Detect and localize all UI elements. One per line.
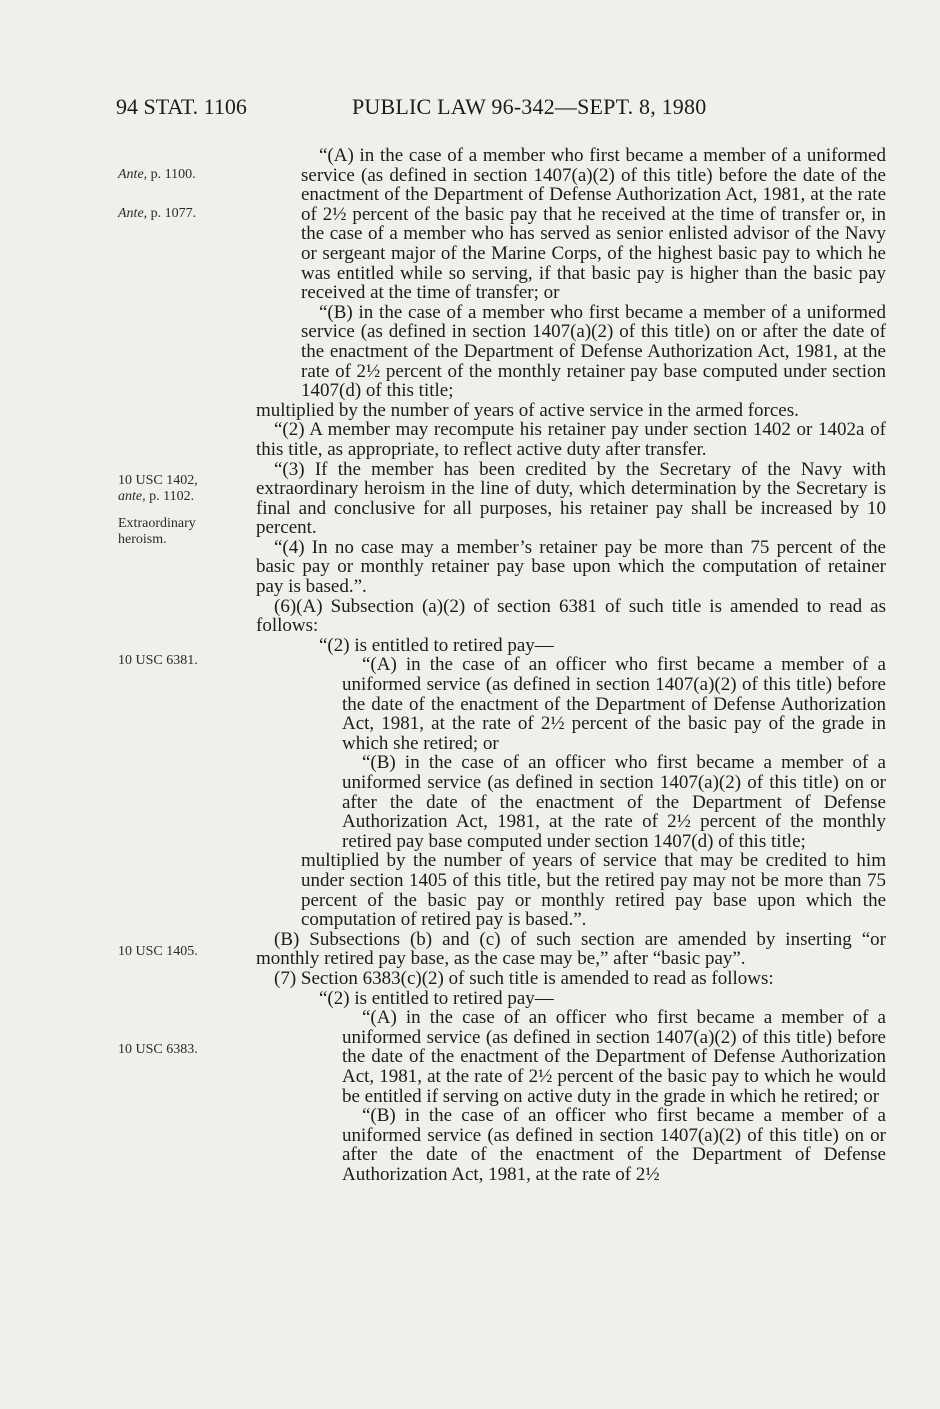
margin-note-ref: Ante, [118,167,148,182]
margin-note-usc-6383: 10 USC 6383. [118,1042,198,1057]
paragraph-a-member: “(A) in the case of a member who first became a member of a uniformed service (as defined in section 1407(a)(2) of this title) before the date of the enactment of the Department of Defense Authorization Act, 1981, at the rate of 2½ percent of the basic pay that he received at the time of transfer or, in the case of a member who has served as senior enlisted advisor of the Navy or sergeant major of the Marine Corps, of the highest basic pay to which he was entitled while so serving, if that basic pay is higher than the basic pay received at the time of transfer; or [301,145,886,304]
page-header [116,94,886,128]
paragraph-b-officer-6381: “(B) in the case of an officer who first became a member of a uniformed service (as defined in section 1407(a)(2) of this title) on or after the date of the enactment of the Department of Defense Authorization Act, 1981, at the rate of 2½ percent of the monthly retired pay base computed under section 1407(d) of this title; [342,752,886,852]
margin-note-usc-6381: 10 USC 6381. [118,653,198,668]
statute-body-text [256,146,886,1184]
paragraph-b-member: “(B) in the case of a member who first became a member of a uniformed service (as defined in section 1407(a)(2) of this title) on or after the date of the enactment of the Department of Defense Authorization Act, 1981, at the rate of 2½ percent of the monthly retainer pay base computed under section 1407(d) of this title; [301,301,886,402]
paragraph-2-entitled: “(2) is entitled to retired pay— [319,634,554,656]
paragraph-a-officer-6383: “(A) in the case of an officer who first became a member of a uniformed service (as defined in section 1407(a)(2) of this title) before the date of the enactment of the Department of Defense Authorization Act, 1981, at the rate of 2½ percent of the basic pay to which he would be entitled if serving on active duty in the grade in which he retired; or [342,1007,886,1107]
paragraph-multiplied-service: multiplied by the number of years of service that may be credited to him under section 1405 of this title, but the retired pay may not be more than 75 percent of the basic pay or monthly retired pay base upon which the computation of retired pay is based.”. [301,850,886,931]
paragraph-a-officer-6381: “(A) in the case of an officer who first became a member of a uniformed service (as defined in section 1407(a)(2) of this title) before the date of the enactment of the Department of Defense Authorization Act, 1981, at the rate of 2½ percent of the basic pay of the grade in which she retired; or [342,654,886,754]
paragraph-2-entitled-6383: “(2) is entitled to retired pay— [319,987,554,1009]
paragraph-6b-subsections: (B) Subsections (b) and (c) of such section are amended by inserting “or monthly retired pay base, as the case may be,” after “basic pay”. [256,928,886,970]
margin-note-extraordinary-heroism: Extraordinary heroism. [118,516,196,547]
margin-note-usc-1405: 10 USC 1405. [118,944,198,959]
paragraph-6a-amendment: (6)(A) Subsection (a)(2) of section 6381 of such title is amended to read as follows: [256,595,886,637]
paragraph-7-section-6383: (7) Section 6383(c)(2) of such title is amended to read as follows: [274,967,774,989]
margin-note-usc-1402: 10 USC 1402, ante, p. 1102. [118,473,198,504]
paragraph-b-officer-6383: “(B) in the case of an officer who first became a member of a uniformed service (as defined in section 1407(a)(2) of this title) on or after the date of the enactment of the Department of Defense Authorization Act, 1981, at the rate of 2½ [342,1105,886,1185]
paragraph-multiplied-active: multiplied by the number of years of active service in the armed forces. [256,399,799,421]
paragraph-4-limit: “(4) In no case may a member’s retainer pay be more than 75 percent of the basic pay or monthly retainer pay base upon which the computation of retainer pay is based.”. [256,536,886,598]
margin-note-ante-1100: Ante, p. 1100. [118,167,196,182]
paragraph-3-heroism: “(3) If the member has been credited by the Secretary of the Navy with extraordinary heroism in the line of duty, which determination by the Secretary is final and conclusive for all purposes, his retainer pay shall be increased by 10 percent. [256,458,886,539]
stat-page-number: 94 STAT. 1106 [116,94,247,119]
paragraph-2-recompute: “(2) A member may recompute his retainer pay under section 1402 or 1402a of this title, as appropriate, to reflect active duty after transfer. [256,419,886,460]
margin-note-ante-1077: Ante, p. 1077. [118,206,197,221]
margin-note-ref: Ante, [118,206,148,221]
public-law-title: PUBLIC LAW 96-342—SEPT. 8, 1980 [352,94,707,119]
